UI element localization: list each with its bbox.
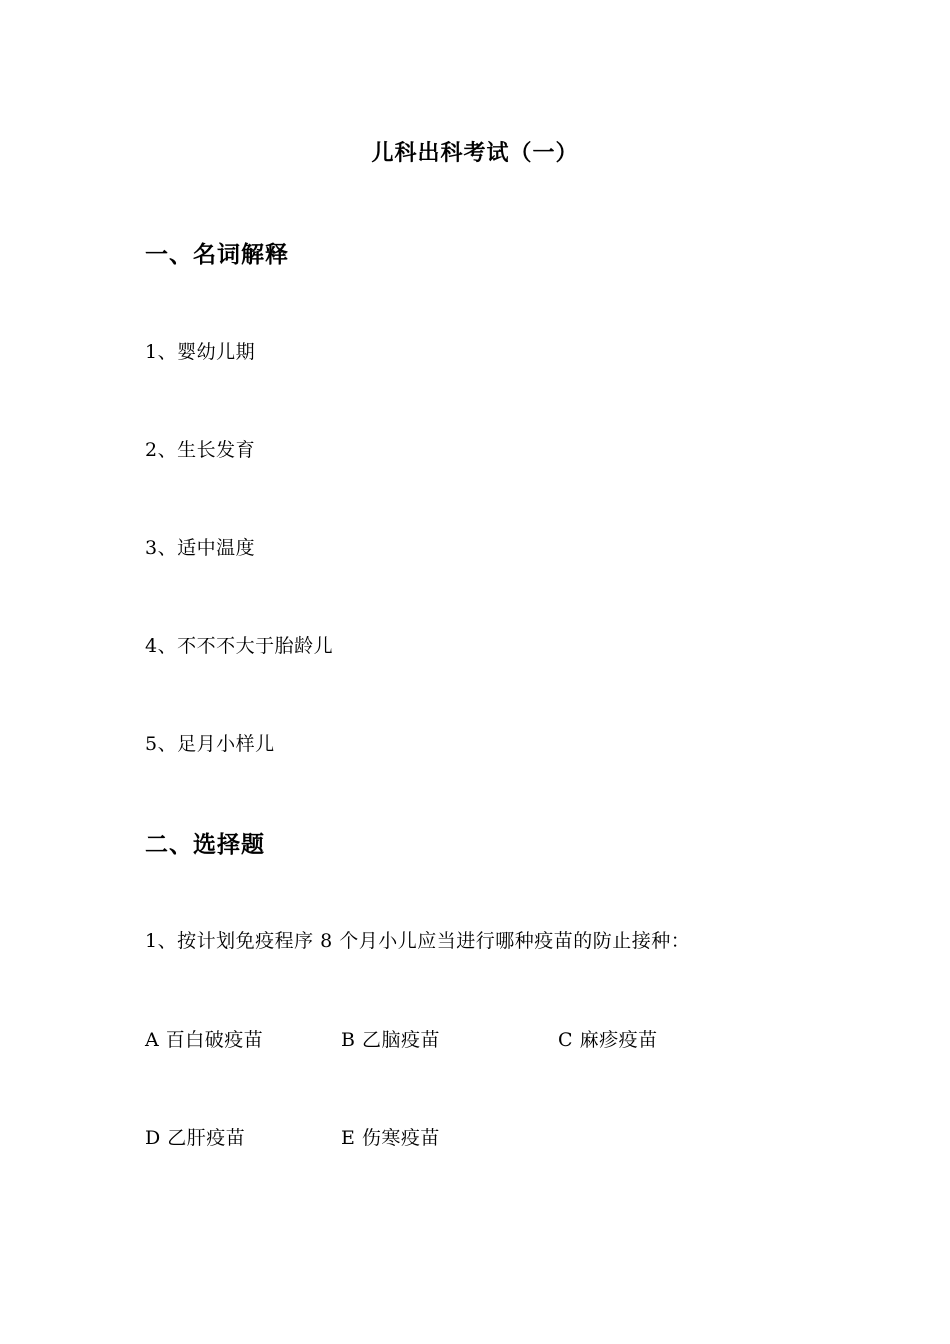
- option-c: C 麻疹疫苗: [558, 1029, 658, 1051]
- question-text: 1、按计划免疫程序 8 个月小儿应当进行哪种疫苗的防止接种：: [145, 930, 691, 952]
- term-item: 5、足月小样儿: [145, 733, 275, 755]
- section-heading-definitions: 一、名词解释: [145, 241, 289, 268]
- option-b: B 乙脑疫苗: [341, 1029, 441, 1051]
- term-item: 4、不不不大于胎龄儿: [145, 635, 334, 657]
- exam-title: 儿科出科考试（一）: [371, 140, 579, 166]
- option-a: A 百白破疫苗: [145, 1029, 264, 1051]
- term-item: 2、生长发育: [145, 439, 256, 461]
- term-item: 3、适中温度: [145, 537, 256, 559]
- section-heading-multiple-choice: 二、选择题: [145, 831, 265, 858]
- option-e: E 伤寒疫苗: [341, 1127, 440, 1149]
- option-d: D 乙肝疫苗: [145, 1127, 246, 1149]
- term-item: 1、婴幼儿期: [145, 341, 256, 363]
